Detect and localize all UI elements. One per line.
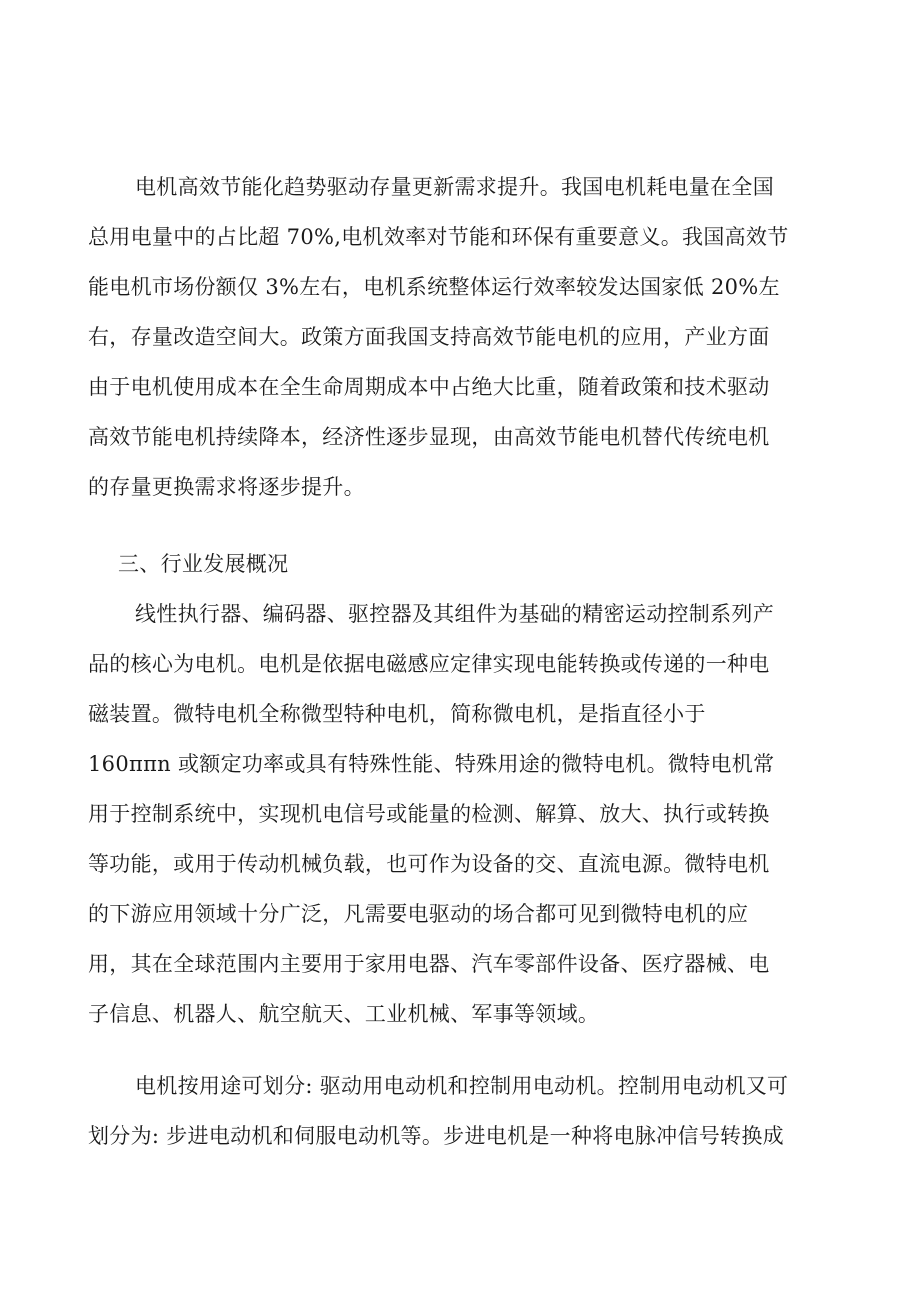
paragraph-2-line: 品的核心为电机。电机是依据电磁感应定律实现电能转换或传递的一种电: [88, 652, 770, 676]
paragraph-1-line: 总用电量中的占比超 70%,电机效率对节能和环保有重要意义。我国高效节: [88, 225, 789, 249]
paragraph-2-line: 子信息、机器人、航空航天、工业机械、军事等领域。: [88, 1002, 600, 1026]
paragraph-1-line: 电机高效节能化趋势驱动存量更新需求提升。我国电机耗电量在全国: [135, 175, 774, 199]
section-heading: 三、行业发展概况: [118, 552, 289, 576]
paragraph-2-line: 等功能，或用于传动机械负载，也可作为设备的交、直流电源。微特电机: [88, 852, 770, 876]
paragraph-2-line: 磁装置。微特电机全称微型特种电机，简称微电机，是指直径小于: [88, 702, 706, 726]
paragraph-3-line: 电机按用途可划分: 驱动用电动机和控制用电动机。控制用电动机又可: [135, 1074, 789, 1098]
paragraph-2-line: 用，其在全球范围内主要用于家用电器、汽车零部件设备、医疗器械、电: [88, 952, 770, 976]
paragraph-2-line: 160ππn 或额定功率或具有特殊性能、特殊用途的微特电机。微特电机常: [88, 752, 775, 776]
paragraph-1-line: 由于电机使用成本在全生命周期成本中占绝大比重，随着政策和技术驱动: [88, 375, 770, 399]
paragraph-1-line: 高效节能电机持续降本，经济性逐步显现，由高效节能电机替代传统电机: [88, 425, 770, 449]
paragraph-2-line: 用于控制系统中，实现机电信号或能量的检测、解算、放大、执行或转换: [88, 802, 770, 826]
paragraph-2-line: 线性执行器、编码器、驱控器及其组件为基础的精密运动控制系列产: [135, 602, 774, 626]
paragraph-1-line: 右，存量改造空间大。政策方面我国支持高效节能电机的应用，产业方面: [88, 325, 770, 349]
paragraph-2-line: 的下游应用领域十分广泛，凡需要电驱动的场合都可见到微特电机的应: [88, 902, 749, 926]
paragraph-3-line: 划分为: 步进电动机和伺服电动机等。步进电机是一种将电脉冲信号转换成: [88, 1124, 784, 1148]
paragraph-1-line: 的存量更换需求将逐步提升。: [88, 475, 365, 499]
paragraph-1-line: 能电机市场份额仅 3%左右，电机系统整体运行效率较发达国家低 20%左: [88, 275, 780, 299]
